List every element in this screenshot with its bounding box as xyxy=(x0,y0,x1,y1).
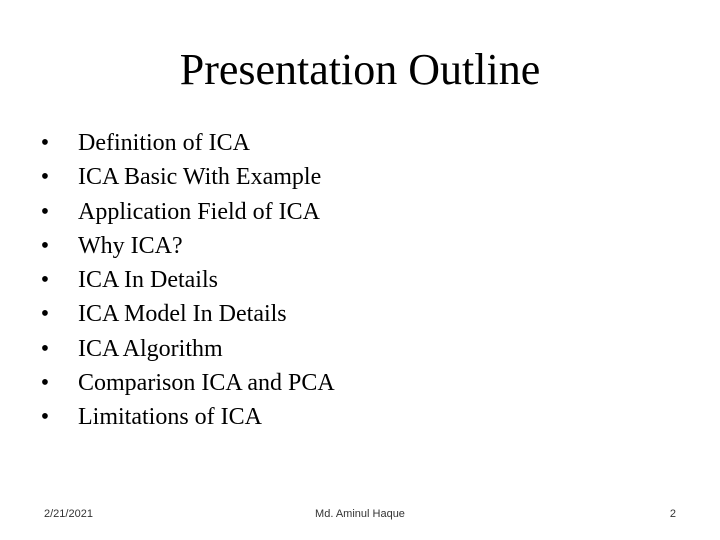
list-item-label: Comparison ICA and PCA xyxy=(78,370,335,397)
list-item-label: ICA Model In Details xyxy=(78,301,287,328)
list-item xyxy=(38,126,678,160)
list-item xyxy=(38,366,678,400)
list-item-label: Why ICA? xyxy=(78,232,183,259)
list-item-label: Definition of ICA xyxy=(78,130,250,156)
bullet-icon: • xyxy=(40,130,50,156)
list-item xyxy=(38,263,678,297)
list-item-label: ICA Basic With Example xyxy=(78,164,322,191)
bullet-icon: • xyxy=(40,267,50,294)
list-item xyxy=(38,400,678,434)
footer-author: Md. Aminul Haque xyxy=(315,508,405,520)
list-item xyxy=(38,297,678,331)
bullet-icon: • xyxy=(40,404,50,431)
list-item-label: Limitations of ICA xyxy=(78,404,262,431)
list-item xyxy=(38,332,678,366)
list-item-label: ICA In Details xyxy=(78,267,218,294)
bullet-icon: • xyxy=(40,232,50,259)
list-item xyxy=(38,195,678,229)
page-number: 2 xyxy=(669,508,676,520)
outline-list xyxy=(38,126,678,435)
list-item xyxy=(38,160,678,194)
bullet-icon: • xyxy=(40,370,50,397)
list-item-label: ICA Algorithm xyxy=(78,335,223,362)
list-item xyxy=(38,229,678,263)
slide-title: Presentation Outline xyxy=(179,45,541,94)
list-item-label: Application Field of ICA xyxy=(78,198,320,225)
footer-date: 2/21/2021 xyxy=(44,508,93,520)
bullet-icon: • xyxy=(40,335,50,362)
bullet-icon: • xyxy=(40,301,50,328)
bullet-icon: • xyxy=(40,164,50,191)
bullet-icon: • xyxy=(40,198,50,225)
